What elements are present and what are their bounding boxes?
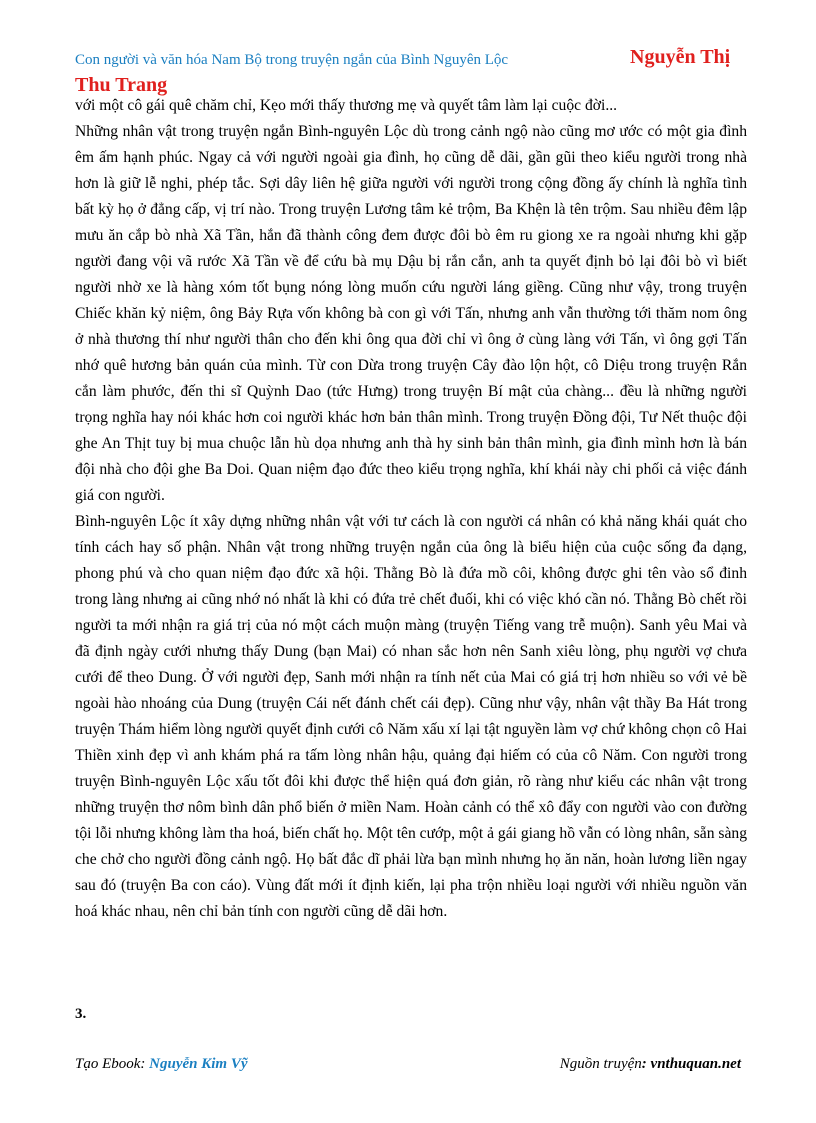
author-name-line2: Thu Trang — [75, 74, 168, 96]
section-number: 3. — [75, 1006, 87, 1022]
footer-source — [560, 1056, 741, 1073]
document-title: Con người và văn hóa Nam Bộ trong truyện ngắn của Bình Nguyên Lộc — [75, 52, 509, 68]
source-separator: : — [641, 1056, 651, 1072]
paragraph: Những nhân vật trong truyện ngắn Bình-nguyên Lộc dù trong cảnh ngộ nào cũng mơ ước có một gia đình êm ấm hạnh phúc. Ngay cả với người ngoài gia đình, họ cũng dễ dãi, gần gũi theo kiểu người trong nhà hơn là giữ lễ nghi, phép tắc. Sợi dây liên hệ giữa người với người trong cộng đồng ấy chính là nghĩa tình bất kỳ họ ở đẳng cấp, vị trí nào. Trong truyện Lương tâm kẻ trộm, Ba Khện là tên trộm. Sau nhiều đêm lập mưu ăn cắp bò nhà Xã Tần, hắn đã thành công đem được đôi bò êm ru giong xe ra ngoài nhưng khi gặp người đang vội vã rước Xã Tần về để cứu bà mụ Dậu bị rắn cắn, anh ta quyết định bỏ lại đôi bò vì biết người nhờ xe là hàng xóm tốt bụng nóng lòng muốn cứu người láng giềng. Cũng như vậy, trong truyện Chiếc khăn kỷ niệm, ông Bảy Rựa vốn không bà con gì với Tấn, nhưng anh vẫn thường tới thăm nom ông ở nhà thương thí như người thân cho đến khi ông qua đời chỉ vì ông ở cùng làng với Tấn, vì ông gợi Tấn nhớ quê hương bản quán của mình. Từ con Dừa trong truyện Cây đào lộn hột, cô Diệu trong truyện Rắn cắn làm phước, đến thi sĩ Quỳnh Dao (tức Hưng) trong truyện Bí mật của chàng... đều là những người trọng nghĩa hay nói khác hơn coi người khác hơn bản thân mình. Trong truyện Đồng đội, Tư Nết thuộc đội ghe An Thịt tuy bị mua chuộc lẫn hù dọa nhưng anh thà hy sinh bản thân mình, gia đình mình hơn là bán đội nhà cho đội ghe Ba Doi. Quan niệm đạo đức theo kiểu trọng nghĩa, khí khái này chi phối cả việc đánh giá con người. — [75, 123, 747, 504]
ebook-label: Tạo Ebook — [75, 1056, 141, 1072]
body-text — [75, 93, 747, 925]
paragraph: với một cô gái quê chăm chỉ, Kẹo mới thấy thương mẹ và quyết tâm làm lại cuộc đời... — [75, 97, 618, 114]
paragraph: Bình-nguyên Lộc ít xây dựng những nhân vật với tư cách là con người cá nhân có khả năng khái quát cho tính cách hay số phận. Nhân vật trong những truyện ngắn của ông là biểu hiện của cuộc sống đa dạng, phong phú và cho quan niệm đạo đức xã hội. Thằng Bò là đứa mồ côi, không được ghi tên vào sổ đinh trong làng nhưng ai cũng nhớ nó nhất là khi có đứa trẻ chết đuối, khi có việc khó cần nó. Thằng Bò chết rồi người ta mới nhận ra giá trị của nó một cách muộn màng (truyện Tiếng vang trễ muộn). Sanh yêu Mai và đã định ngày cưới nhưng thấy Dung (bạn Mai) có nhan sắc hơn nên Sanh xiêu lòng, phụ người vợ chưa cưới để theo Dung. Ở với người đẹp, Sanh mới nhận ra tính nết của Mai có giá trị hơn nhiều so với vẻ bề ngoài hào nhoáng của Dung (truyện Cái nết đánh chết cái đẹp). Cũng như vậy, nhân vật thầy Ba Hát trong truyện Thám hiểm lòng người quyết định cưới cô Năm xấu xí lại tật nguyền làm vợ chứ không chọn cô Hai Thiền xinh đẹp vì anh khám phá ra tấm lòng nhân hậu, quảng đại hiếm có của cô Năm. Con người trong truyện Bình-nguyên Lộc xấu tốt đôi khi được thể hiện quá đơn giản, rõ ràng như kiểu các nhân vật trong những truyện thơ nôm bình dân phổ biến ở miền Nam. Hoàn cảnh có thể xô đẩy con người vào con đường tội lỗi nhưng không làm tha hoá, biến chất họ. Một tên cướp, một ả gái giang hồ vẫn có lòng nhân, sẵn sàng che chở cho người đồng cảnh ngộ. Họ bất đắc dĩ phải lừa bạn mình nhưng họ ăn năn, hoàn lương liền ngay sau đó (truyện Ba con cáo). Vùng đất mới ít định kiến, lại pha trộn nhiều loại người với nhiều nguồn văn hoá khác nhau, nên chỉ bản tính con người cũng dễ dãi hơn. — [75, 513, 747, 920]
source-label: Nguồn truyện — [559, 1056, 642, 1072]
ebook-separator: : — [140, 1056, 150, 1072]
ebook-creator-name: Nguyễn Kim Vỹ — [149, 1056, 248, 1072]
footer-ebook-credit — [75, 1056, 248, 1073]
source-site-link[interactable]: vnthuquan.net — [650, 1056, 741, 1072]
author-name-line1: Nguyễn Thị — [630, 46, 731, 68]
